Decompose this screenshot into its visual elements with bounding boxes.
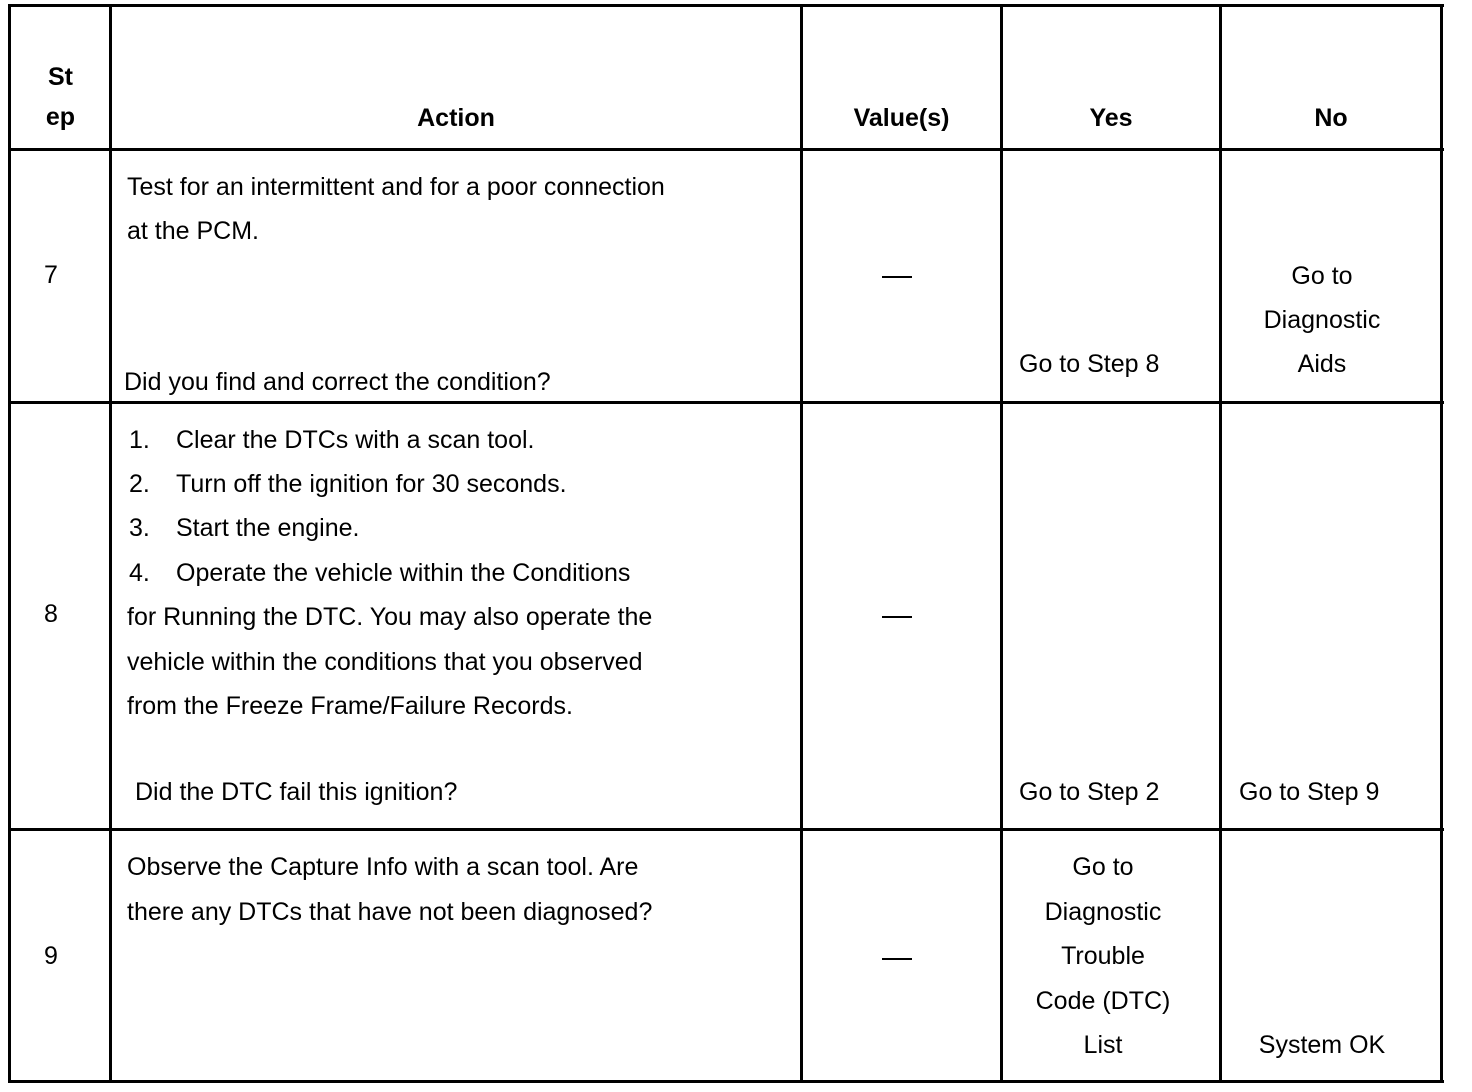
row9-step: 9 [44, 942, 58, 970]
grid-line-top [8, 4, 1444, 7]
grid-line-right [1440, 4, 1443, 1083]
row9-yes-line4: Code (DTC) [1035, 987, 1171, 1015]
grid-line-row8-bottom [8, 828, 1444, 831]
row7-yes-line1: Go to Step 8 [1019, 350, 1160, 378]
row8-item3-text: Start the engine. [176, 514, 360, 542]
header-action: Action [417, 104, 495, 132]
row8-question: Did the DTC fail this ignition? [135, 778, 458, 806]
row8-no-line1: Go to Step 9 [1239, 778, 1380, 806]
row8-list-item [129, 418, 534, 463]
grid-line-yes-no [1219, 4, 1222, 1083]
row7-action-line1: Test for an intermittent and for a poor connection [127, 173, 665, 201]
grid-line-bottom [8, 1080, 1444, 1083]
header-step-line2: ep [45, 103, 76, 131]
header-values: Value(s) [853, 104, 950, 132]
row7-no-line2: Diagnostic [1263, 306, 1381, 334]
row8-list-item [129, 506, 359, 551]
row7-step: 7 [44, 261, 58, 289]
grid-line-left [8, 4, 11, 1083]
row8-item1-num: 1. [129, 426, 150, 454]
row8-list-item [129, 551, 630, 596]
row8-item3-num: 3. [129, 514, 150, 542]
row8-value-dash [882, 616, 912, 618]
row9-yes-line3: Trouble [1061, 942, 1145, 970]
header-step-line1: St [48, 63, 73, 91]
row9-value-dash [882, 958, 912, 960]
row8-step: 8 [44, 600, 58, 628]
row8-yes-line1: Go to Step 2 [1019, 778, 1160, 806]
grid-line-action-values [800, 4, 803, 1083]
row8-item1-text: Clear the DTCs with a scan tool. [176, 426, 535, 454]
header-yes: Yes [1089, 104, 1133, 132]
row9-action-line1: Observe the Capture Info with a scan tool. Are [127, 853, 639, 881]
row7-no-line1: Go to [1291, 262, 1353, 290]
grid-line-header-bottom [8, 148, 1444, 151]
row8-item2-text: Turn off the ignition for 30 seconds. [176, 470, 567, 498]
row8-continuation-line2: vehicle within the conditions that you observed [127, 648, 643, 676]
row7-question: Did you find and correct the condition? [124, 368, 551, 396]
row8-item2-num: 2. [129, 470, 150, 498]
row9-no-line1: System OK [1258, 1031, 1386, 1059]
header-no: No [1314, 104, 1348, 132]
grid-line-step-action [109, 4, 112, 1083]
row7-value-dash [882, 276, 912, 278]
row9-yes-line5: List [1083, 1031, 1123, 1059]
row8-item4-text: Operate the vehicle within the Conditions [176, 559, 631, 587]
row8-continuation-line1: for Running the DTC. You may also operate the [127, 603, 653, 631]
row9-action-line2: there any DTCs that have not been diagnosed? [127, 898, 653, 926]
row9-yes-line1: Go to [1072, 853, 1134, 881]
header-step [12, 57, 109, 137]
row7-no-line3: Aids [1297, 350, 1347, 378]
row7-action-line2: at the PCM. [127, 217, 259, 245]
row9-yes-line2: Diagnostic [1044, 898, 1162, 926]
row8-continuation-line3: from the Freeze Frame/Failure Records. [127, 692, 573, 720]
row8-item4-num: 4. [129, 559, 150, 587]
row8-list-item [129, 462, 567, 507]
